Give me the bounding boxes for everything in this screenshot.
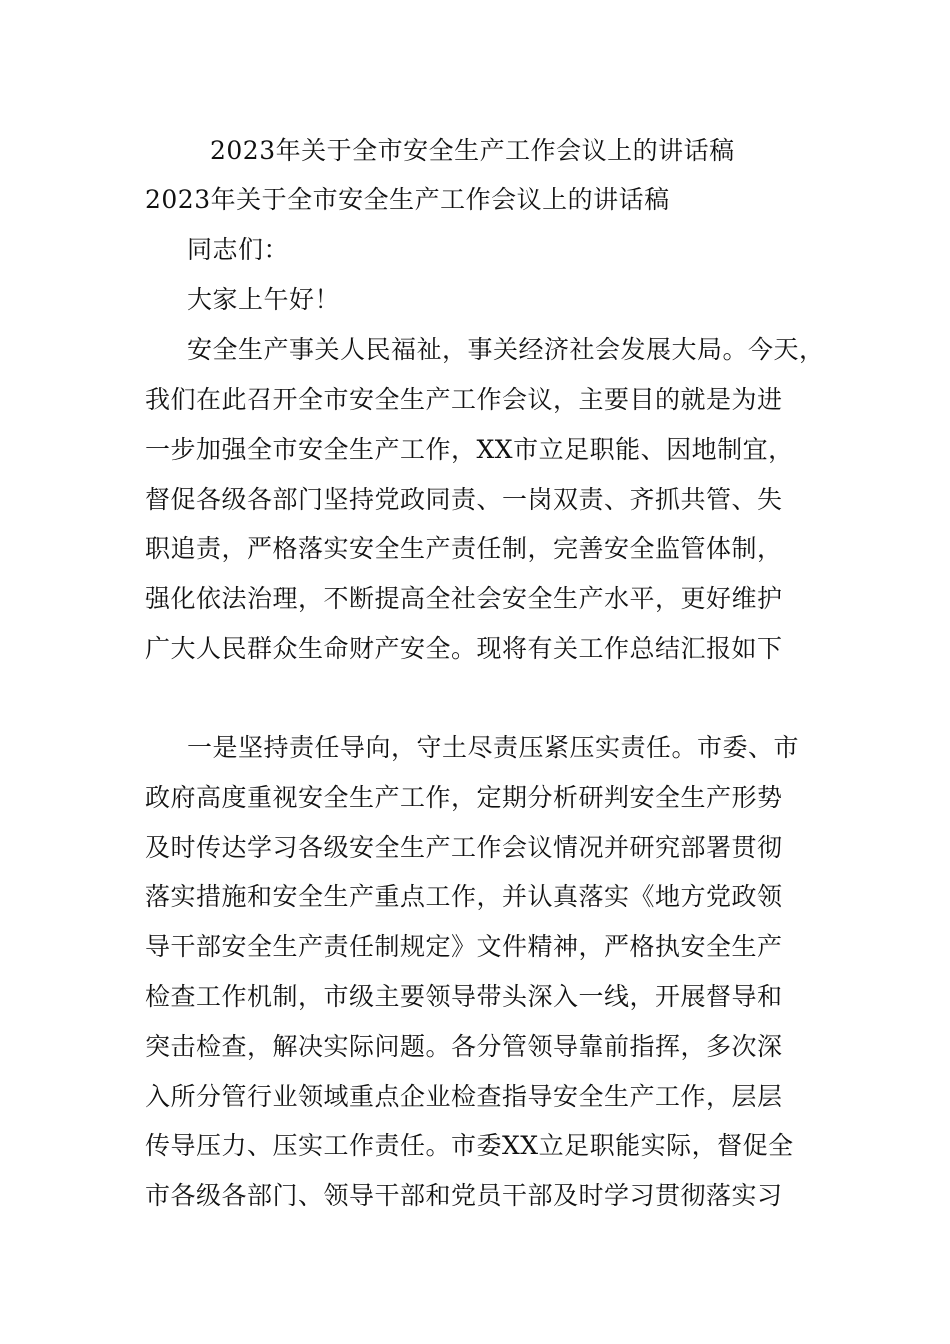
paragraph-line: 我们在此召开全市安全生产工作会议，主要目的就是为进 (145, 385, 783, 414)
paragraph-line: 职追责，严格落实安全生产责任制，完善安全监管体制， (145, 534, 783, 563)
paragraph-line: 强化依法治理，不断提高全社会安全生产水平，更好维护 (145, 584, 783, 613)
paragraph-line: 导干部安全生产责任制规定》文件精神，严格执安全生产 (145, 932, 783, 961)
paragraph-line: 一是坚持责任导向，守土尽责压紧压实责任。市委、市 (187, 733, 800, 762)
paragraph-line: 广大人民群众生命财产安全。现将有关工作总结汇报如下 (145, 634, 783, 663)
paragraph-line: 及时传达学习各级安全生产工作会议情况并研究部署贯彻 (145, 833, 783, 862)
paragraph-line: 落实措施和安全生产重点工作，并认真落实《地方党政领 (145, 882, 783, 911)
paragraph-line: 政府高度重视安全生产工作，定期分析研判安全生产形势 (145, 783, 783, 812)
salutation: 同志们： (187, 235, 290, 264)
document-subtitle: 2023年关于全市安全生产工作会议上的讲话稿 (145, 185, 670, 214)
paragraph-line: 一步加强全市安全生产工作，XX市立足职能、因地制宜， (145, 435, 794, 464)
paragraph-line: 督促各级各部门坚持党政同责、一岗双责、齐抓共管、失 (145, 485, 783, 514)
document-title: 2023年关于全市安全生产工作会议上的讲话稿 (210, 136, 735, 165)
paragraph-line: 入所分管行业领域重点企业检查指导安全生产工作，层层 (145, 1082, 783, 1111)
greeting: 大家上午好！ (187, 285, 341, 314)
paragraph-line: 检查工作机制，市级主要领导带头深入一线，开展督导和 (145, 982, 783, 1011)
paragraph-line: 安全生产事关人民福祉，事关经济社会发展大局。今天， (187, 335, 825, 364)
paragraph-line: 市各级各部门、领导干部和党员干部及时学习贯彻落实习 (145, 1181, 783, 1210)
paragraph-line: 传导压力、压实工作责任。市委XX立足职能实际，督促全 (145, 1131, 794, 1160)
paragraph-line: 突击检查，解决实际问题。各分管领导靠前指挥，多次深 (145, 1032, 783, 1061)
